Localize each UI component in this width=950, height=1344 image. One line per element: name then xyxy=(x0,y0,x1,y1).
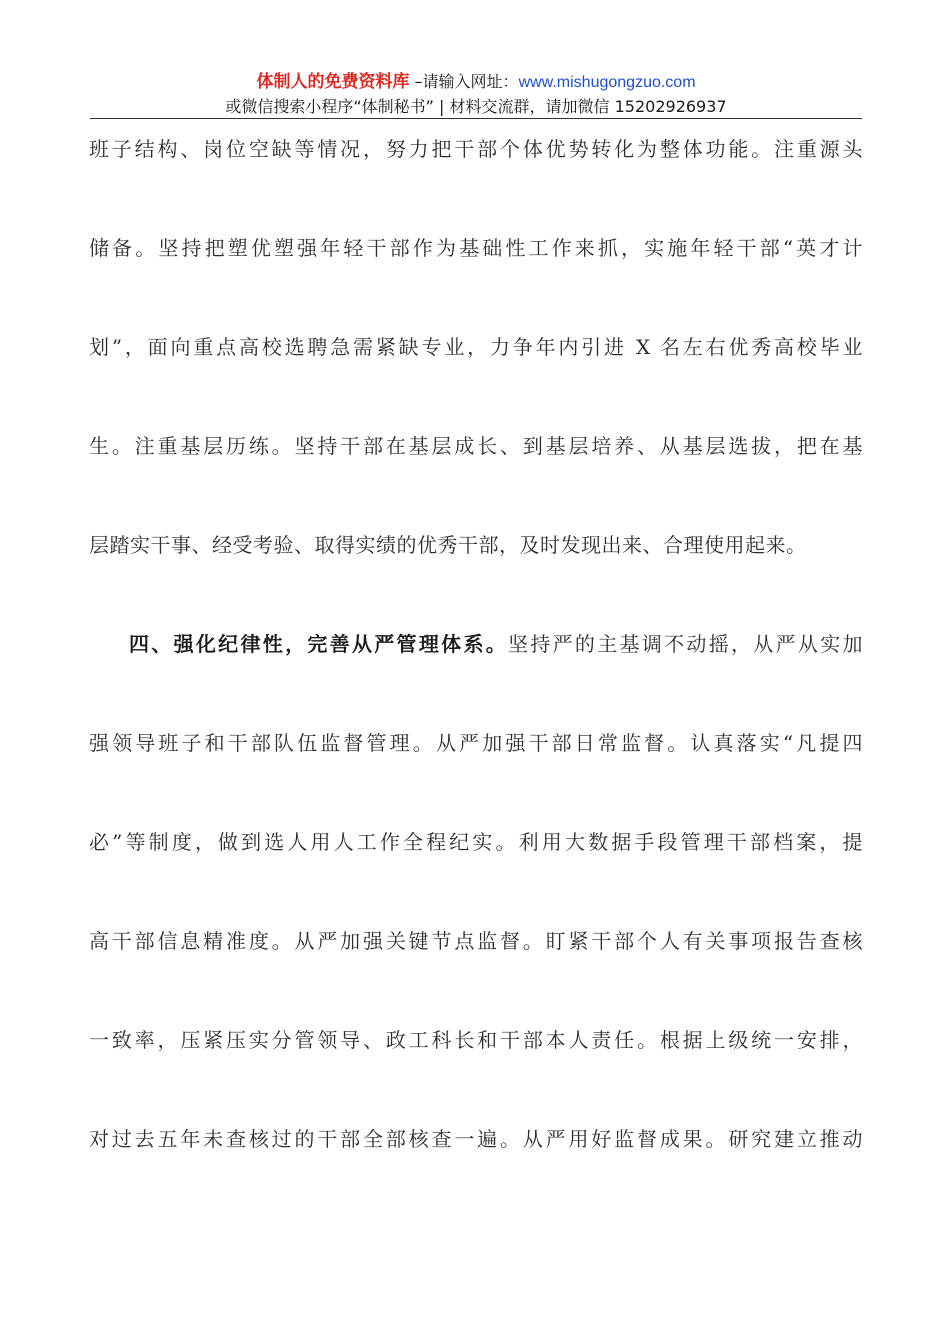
header-promo-line xyxy=(90,70,862,95)
header-contact-line: 或微信搜索小程序“体制秘书” | 材料交流群，请加微信 15202926937 xyxy=(225,97,727,116)
header-brand: 体制人的免费资料库 xyxy=(256,72,410,92)
paragraph-line: 高干部信息精准度。从严加强关键节点监督。盯紧干部个人有关事项报告查核 xyxy=(89,929,863,953)
document-body xyxy=(89,124,863,1213)
paragraph-line: 生。注重基层历练。坚持干部在基层成长、到基层培养、从基层选拔，把在基 xyxy=(89,434,863,458)
paragraph-line: 层踏实干事、经受考验、取得实绩的优秀干部，及时发现出来、合理使用起来。 xyxy=(89,533,807,557)
paragraph-line: 必”等制度，做到选人用人工作全程纪实。利用大数据手段管理干部档案，提 xyxy=(89,830,863,854)
paragraph-line: 班子结构、岗位空缺等情况，努力把干部个体优势转化为整体功能。注重源头 xyxy=(89,137,863,161)
paragraph-line: 强领导班子和干部队伍监督管理。从严加强干部日常监督。认真落实“凡提四 xyxy=(89,731,863,755)
paragraph-line: 储备。坚持把塑优塑强年轻干部作为基础性工作来抓，实施年轻干部“英才计 xyxy=(89,236,863,260)
section-first-line-text: 坚持严的主基调不动摇，从严从实加 xyxy=(508,632,863,656)
paragraph-line: 划”，面向重点高校选聘急需紧缺专业，力争年内引进 X 名左右优秀高校毕业 xyxy=(89,335,863,359)
paragraph-line: 一致率，压紧压实分管领导、政工科长和干部本人责任。根据上级统一安排， xyxy=(89,1028,863,1052)
header-divider xyxy=(90,118,862,119)
header-prompt: –请输入网址： xyxy=(409,72,519,91)
section-first-line xyxy=(89,619,863,718)
header-url-link[interactable]: www.mishugongzuo.com xyxy=(518,74,696,91)
section-heading: 四、强化纪律性，完善从严管理体系。 xyxy=(129,632,509,656)
page-header xyxy=(90,70,862,119)
paragraph-line: 对过去五年未查核过的干部全部核查一遍。从严用好监督成果。研究建立推动 xyxy=(89,1127,863,1151)
